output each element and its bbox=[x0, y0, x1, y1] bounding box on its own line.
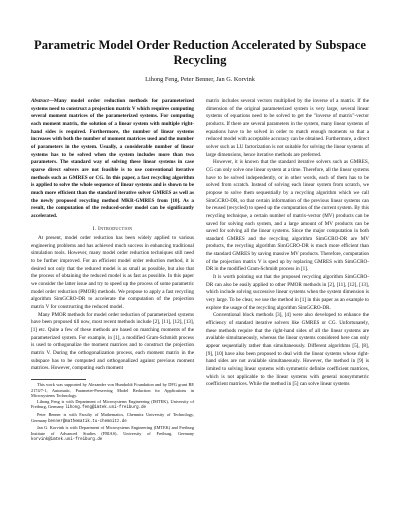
abstract bbox=[31, 98, 194, 221]
right-paragraph-3: It is worth pointing out that the proposed recycling algorithm SimGCRO-DR can also be easily applied to other PMOR methods in [2], [11], [12], [13], which include solving successive linear systems when the system dimension is very large. To be clear, we use the method in [1] in this paper as an example to explore the usage of the recycling algorithm SimGCRO-DR. bbox=[206, 274, 369, 311]
author-3-email: korvink@imtek.uni-freiburg.de bbox=[31, 438, 103, 443]
abstract-label: Abstract bbox=[31, 98, 49, 104]
paper-title: Parametric Model Order Reduction Accelerated by Subspace Recycling bbox=[33, 38, 367, 67]
right-paragraph-1: matrix includes several vectors multiplied by the inverse of a matrix. If the dimension of the original parameterized system is very large, several linear systems of equations need to be solved to get the "inverse of matrix"-vector products. If there are several parameters in the system, many linear systems of equations have to be solved in order to match enough moments so that a reduced model with acceptable accuracy can be obtained. Furthermore, a direct solver such as LU factorization is not suitable for solving the linear systems of large dimensions, hence iterative methods are preferred. bbox=[206, 98, 369, 158]
footnote-author-3 bbox=[31, 425, 194, 444]
footnote-author-3-text: Jan G. Korvink is with Department of Microsystems Engineering (IMTEK) and Freiburg Institute of Advanced Studies (FRIAS), University of Freiburg, Germany bbox=[31, 425, 194, 436]
paper-authors: Lihong Feng, Peter Benner, Jan G. Korvink bbox=[145, 76, 255, 83]
footnote-author-2 bbox=[31, 412, 194, 425]
footnote-funding: This work was supported by Alexander von Humboldt Foundation and by DFG grant BE 2174/7-1, Automatic, Parameter-Preserving Model Reduction for Applications in Microsystems Technology. bbox=[31, 381, 194, 399]
right-paragraph-2: However, it is known that the standard iterative solvers such as GMRES, CG can only solve one linear system at a time. Therefore, all the linear systems have to be solved independently, or in other words, each of them has to be solved from scratch. Instead of solving each linear system from scratch, we propose to solve them sequentially by a recycling algorithm which we call SimGCRO-DR, so that certain information of the previous linear systems can be reused (recycled) to speed up the computation of the current system. By this recycling technique, a certain number of matrix-vector (MV) products can be saved for solving each system, and a large amount of MV products can be saved for solving all the linear systems. Since the major computation in both standard GMRES and the recycling algorithm SimGCRO-DR are MV products, the recycling algorithm SimGCRO-DR is much more efficient than the standard GMRES by saving massive MV products. Therefore, computation of the projection matrix V is sped up by replacing GMRES with SimGCRO-DR in the modified Gram-Schmidt process in [1]. bbox=[206, 159, 369, 273]
footnote-author-1 bbox=[31, 399, 194, 412]
footnote-author-2-text: Peter Benner is with Faculty of Mathematics, Chemnitz University of Technology, Germany bbox=[31, 411, 194, 423]
abstract-text: —Many model order reduction methods for parameterized systems need to construct a projection matrix V which requires computing several moment matrices of the parameterized systems. For computing each moment matrix, the solution of a linear system with multiple right-hand sides is required. Furthermore, the number of linear systems increases with both the number of moment matrices used and the number of parameters in the system. Usually, a considerable number of linear systems has to be solved when the system includes more than two parameters. The standard way of solving these linear systems in case sparse direct solvers are not feasible is to use conventional iterative methods such as GMRES or CG. In this paper, a fast recycling algorithm is applied to solve the whole sequence of linear systems and is shown to be much more efficient than the standard iterative solver GMRES as well as the newly proposed recycling method MKR-GMRES from [10]. As a result, the computation of the reduced-order model can be significantly accelerated. bbox=[31, 98, 194, 219]
left-column bbox=[31, 98, 194, 444]
right-paragraph-4: Conventional block methods [3], [4] were also developed to enhance the efficiency of standard iterative solvers like GMRES or CG. Unfortunately, these methods require that the right-hand sides of all the linear systems are available simultaneously, whereas the linear systems considered here can only appear sequentially rather than simultaneously. Different algorithms [5], [8], [9], [10] have also been proposed to deal with the linear systems whose right-hand sides are not available simultaneously. However, the method in [9] is limited to solving linear systems with symmetric definite coefficient matrices, which is not applicable to the linear systems with general nonsymmetric coefficient matrices. While the method in [5] can solve linear systems bbox=[206, 312, 369, 388]
two-column-body bbox=[31, 98, 369, 444]
intro-paragraph-2: Many PMOR methods for model order reduction of parameterized systems have been proposed till now, most recent methods include [2], [11], [12], [13], [1] etc. Quite a few of these methods are based on matching moments of the parameterized system. For example, in [1], a modified Gram-Schmidt process is used to orthogonalize the moment matrices and to construct the projection matrix V. During the orthogonalization process, each moment matrix in the subspace has to be computed and orthogonalized against previous moment matrices. However, computing each moment bbox=[31, 311, 194, 372]
right-column bbox=[206, 98, 369, 444]
author-1-email: lihong.feng@imtek.uni-freiburg.de bbox=[64, 406, 147, 411]
section-heading-introduction: I. Introduction bbox=[92, 225, 133, 232]
intro-paragraph-1: At present, model order reduction has been widely applied to various engineering problems and has achieved much success in enhancing traditional simulation tools. However, many model order reduction techniques still need to be further improved. For an efficient model order reduction method, it is desired not only that the reduced model is as small as possible, but also that the process of obtaining the reduced model is as fast as possible. In this paper we consider the latter issue and try to speed up the process of some parametric model order reduction (PMOR) methods. We propose to apply a fast recycling algorithm SimGCRO-DR to accelerate the computation of the projection matrix V for constructing the reduced model. bbox=[31, 235, 194, 311]
footnote-divider bbox=[31, 379, 86, 380]
author-2-email: benner@mathematik.tu-chemnitz.de bbox=[48, 419, 127, 424]
footnote-author-1-text: Lihong Feng is with Department of Microsystems Engineering (IMTEK), University of Freiburg, Germany bbox=[31, 398, 194, 410]
